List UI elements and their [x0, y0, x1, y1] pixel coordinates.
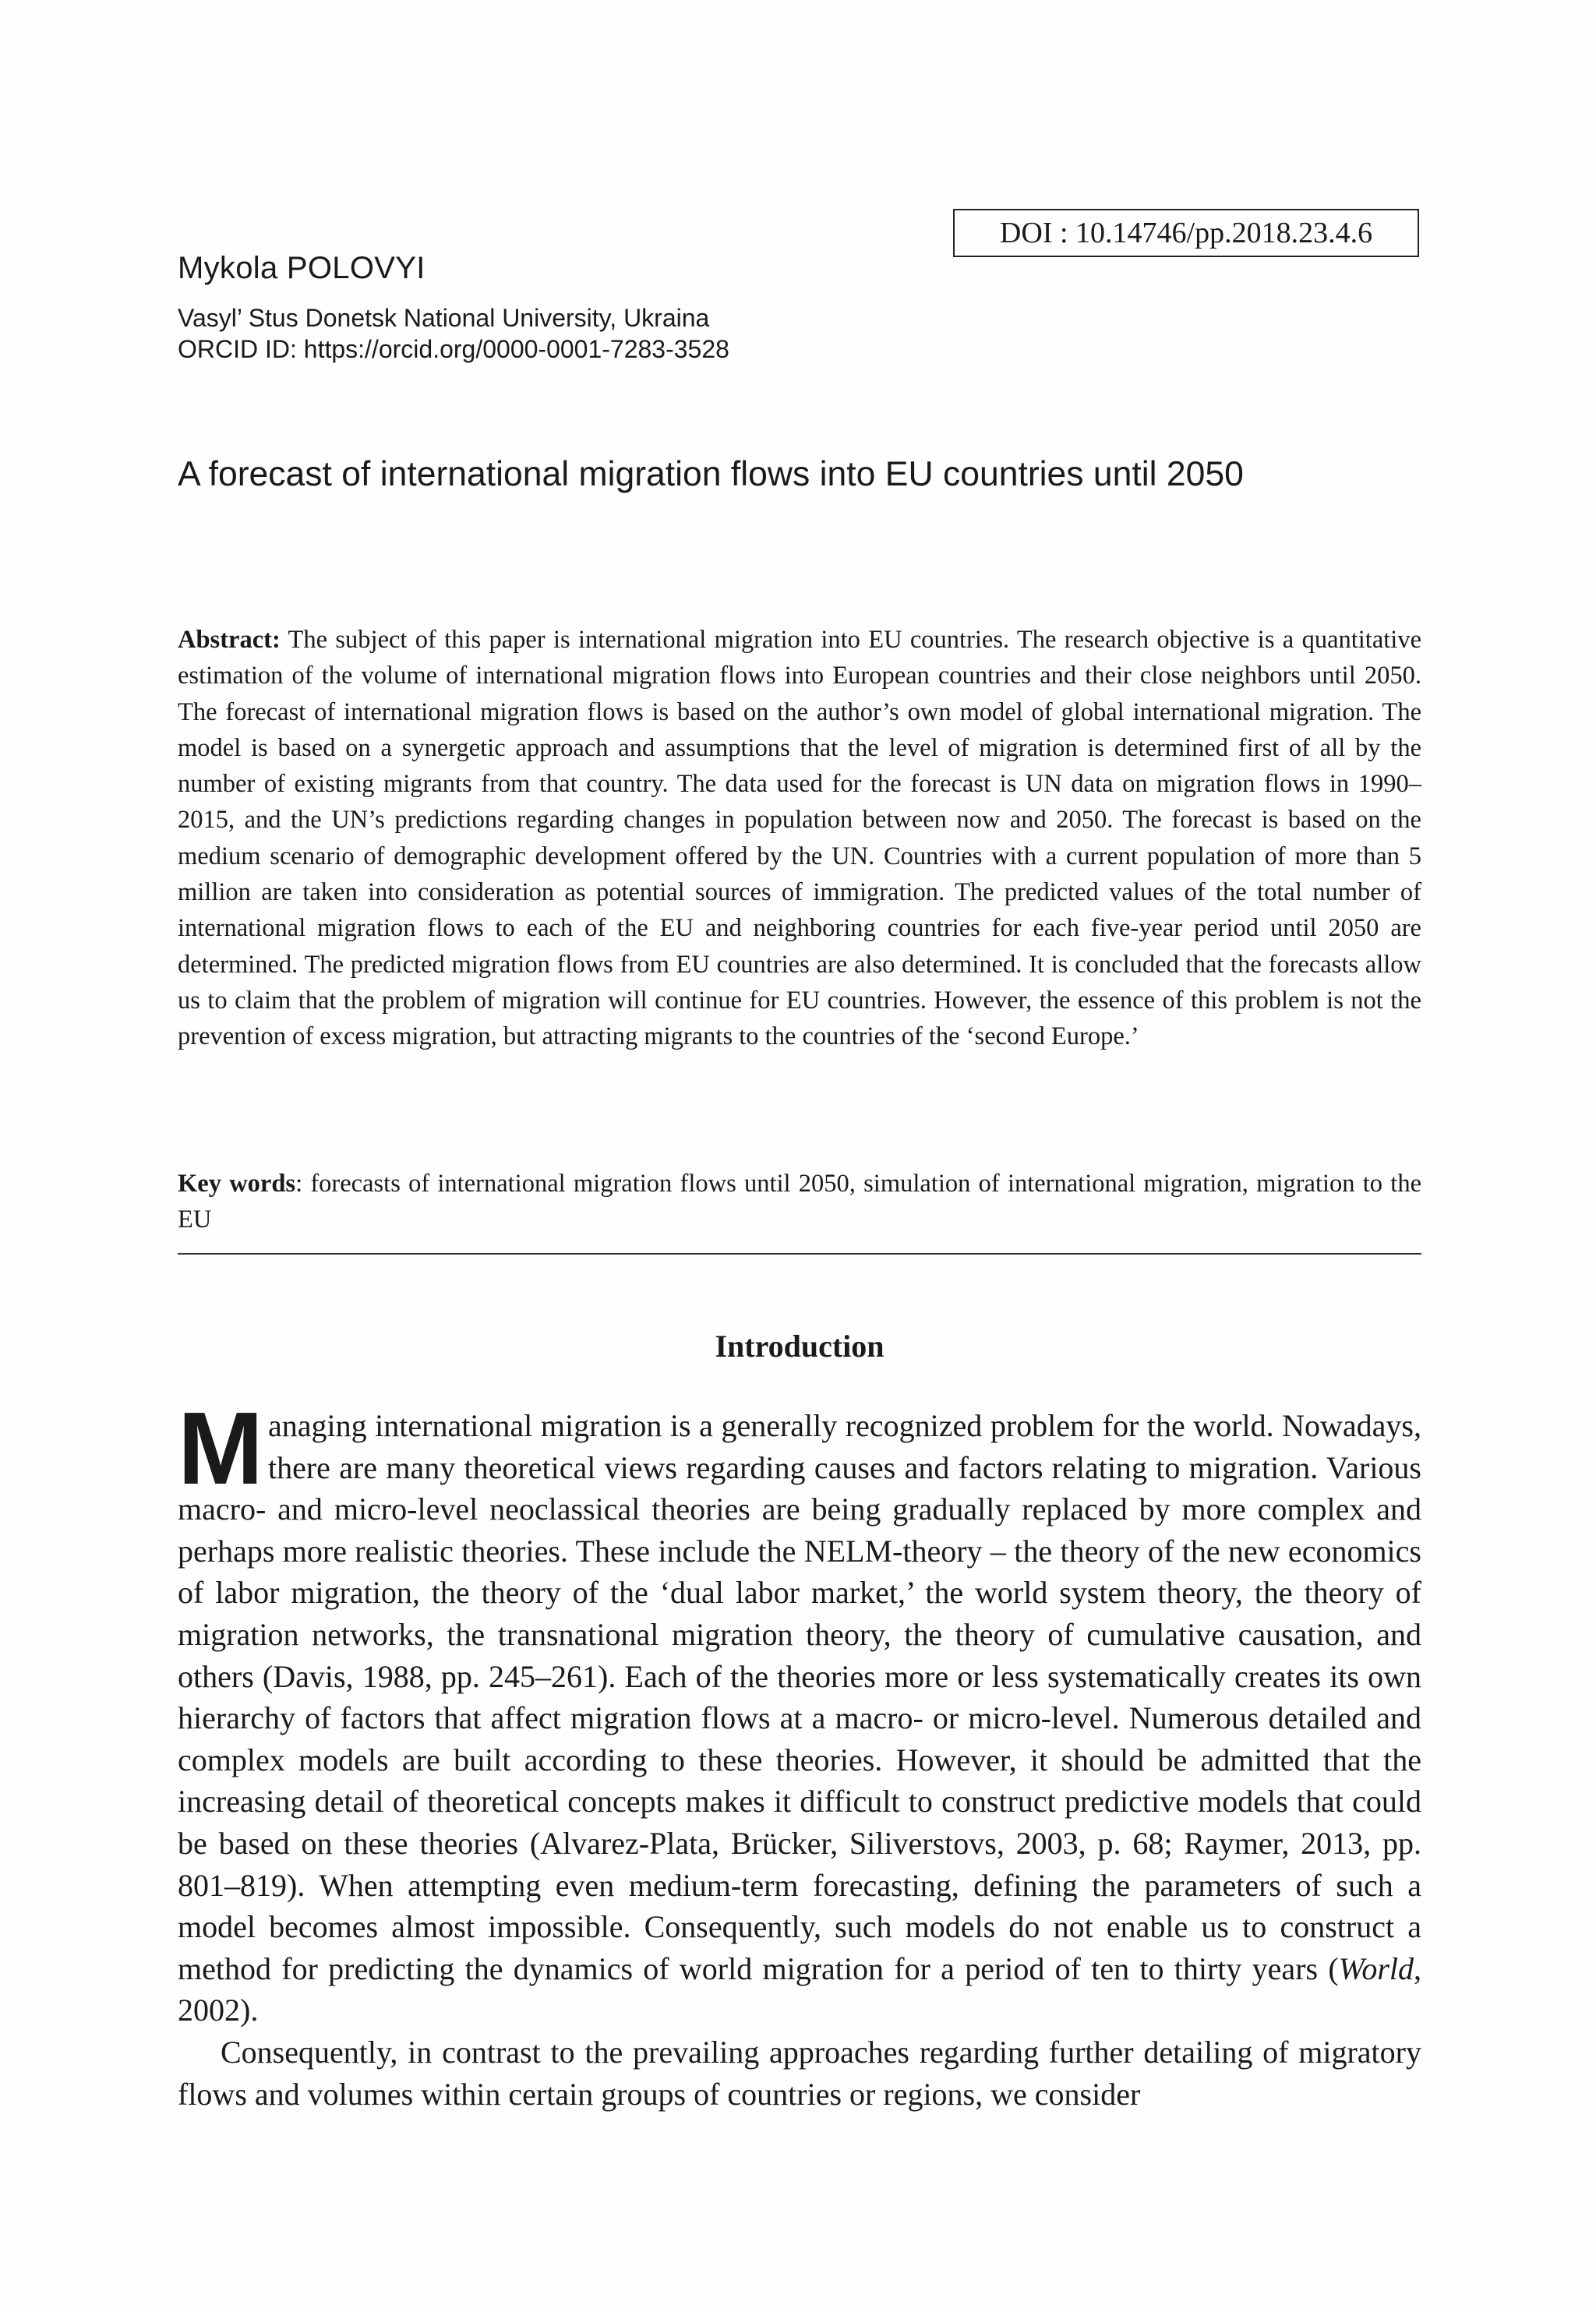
section-divider [178, 1253, 1421, 1255]
author-name: Mykola POLOVYI [178, 251, 425, 285]
author-affiliation-block [178, 302, 729, 365]
keywords-label: Key words [178, 1170, 296, 1198]
citation-italic: World [1338, 1950, 1414, 1986]
abstract-text: The subject of this paper is international migration into EU countries. The research objective is a quantitative estimation of the volume of international migration flows into European countries and their close neighbors until 2050. The forecast of international migration flows is based on the author’s own model of global international migration. The model is based on a synergetic approach and assumptions that the level of migration is determined first of all by the number of existing migrants from that country. The data used for the forecast is UN data on migration flows in 1990–2015, and the UN’s predictions regarding changes in population between now and 2050. The forecast is based on the medium scenario of demographic development offered by the UN. Countries with a current population of more than 5 million are taken into consideration as potential sources of immigration. The predicted values of the total number of international migration flows to each of the EU and neighboring countries for each five-year period until 2050 are determined. The predicted migration flows from EU countries are also determined. It is concluded that the forecasts allow us to claim that the problem of migration will continue for EU countries. However, the essence of this problem is not the prevention of excess migration, but attracting migrants to the countries of the ‘second Europe.’ [178, 626, 1421, 1051]
paper-title: A forecast of international migration flows into EU countries until 2050 [178, 455, 1244, 493]
section-heading-introduction: Introduction [715, 1329, 885, 1364]
doi-box: DOI : 10.14746/pp.2018.23.4.6 [953, 209, 1419, 257]
abstract [178, 622, 1421, 1055]
keywords-text: : forecasts of international migration flows until 2050, simulation of international migration, migration to the EU [178, 1170, 1421, 1234]
abstract-label: Abstract: [178, 626, 281, 654]
paragraph-1-text: anaging international migration is a generally recognized problem for the world. Nowadays, there are many theoretical views regarding causes and factors relating to migration. Various macro- and micro-level neoclassical theories are being gradually replaced by more complex and perhaps more realistic theories. These include the NELM-theory – the theory of the new economics of labor migration, the theory of the ‘dual labor market,’ the world system theory, the theory of migration networks, the transnational migration theory, the theory of cumulative causation, and others (Davis, 1988, pp. 245–261). Each of the theories more or less systematically creates its own hierarchy of factors that affect migration flows at a macro- or micro-level. Numerous detailed and complex models are built according to these theories. However, it should be admitted that the increasing detail of theoretical concepts makes it difficult to construct predictive models that could be based on these theories (Alvarez-Plata, Brücker, Siliverstovs, 2003, p. 68; Raymer, 2013, pp. 801–819). When attempting even medium-term forecasting, defining the parameters of such a model becomes almost impossible. Consequently, such models do not enable us to construct a method for predicting the dynamics of world migration for a period of ten to thirty years ( [178, 1408, 1421, 1986]
orcid-line: ORCID ID: https://orcid.org/0000-0001-7283-3528 [178, 335, 729, 363]
introduction-paragraph-2: Consequently, in contrast to the prevailing approaches regarding further detailing of migratory flows and volumes within certain groups of countries or regions, we consider [178, 2034, 1421, 2112]
paragraph-1-end: , 2002). [178, 1950, 1421, 2028]
introduction-body [178, 1391, 1421, 2115]
keywords [178, 1166, 1421, 1237]
introduction-paragraph-1 [178, 1391, 1421, 2031]
affiliation-line: Vasyl’ Stus Donetsk National University, Ukraina [178, 304, 710, 332]
dropcap-letter: M [178, 1391, 263, 1505]
